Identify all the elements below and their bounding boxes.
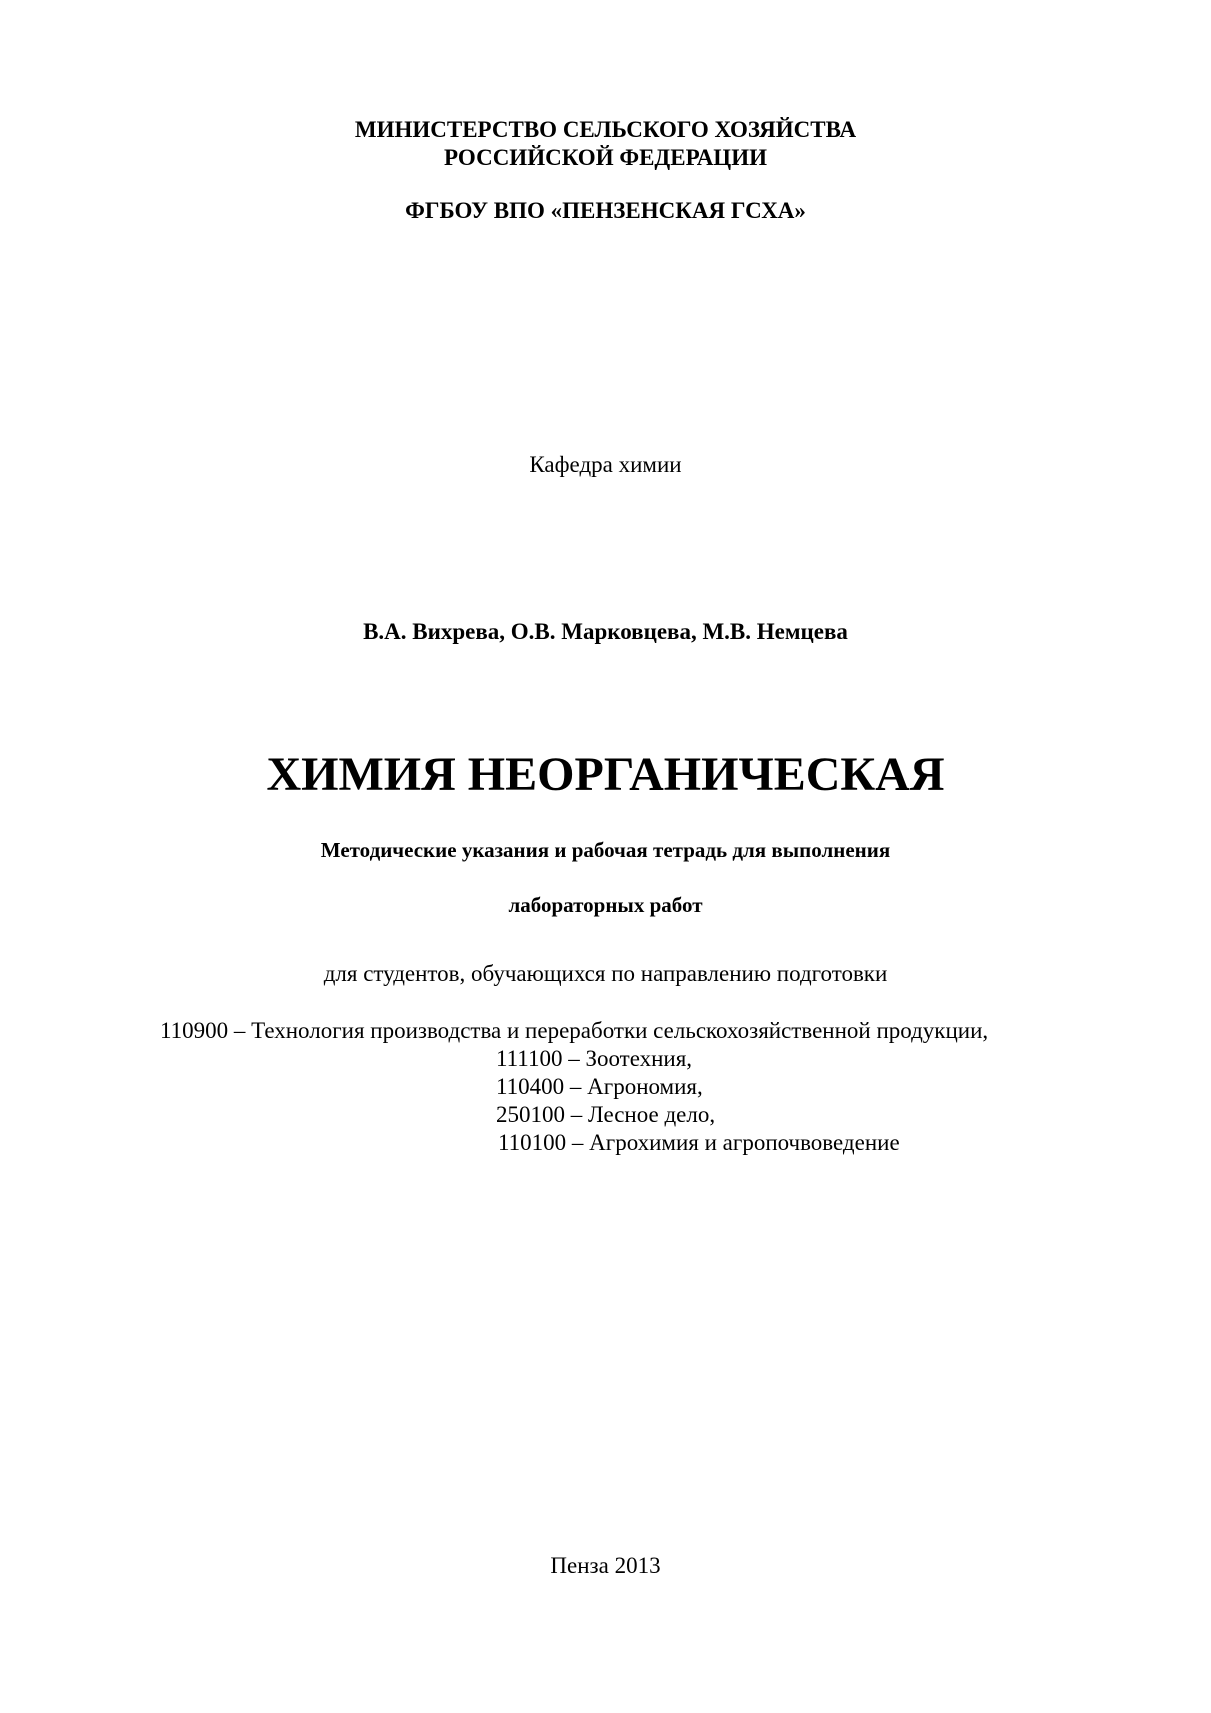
program-item: 250100 – Лесное дело, <box>496 1102 716 1127</box>
program-item: 110900 – Технология производства и переработки сельскохозяйственной продукции, <box>160 1018 989 1043</box>
document-title: ХИМИЯ НЕОРГАНИЧЕСКАЯ <box>266 748 945 801</box>
subtitle-line-1: Методические указания и рабочая тетрадь для выполнения <box>320 838 891 862</box>
program-item: 110100 – Агрохимия и агропочвоведение <box>498 1130 900 1155</box>
authors: В.А. Вихрева, О.В. Марковцева, М.В. Немцева <box>363 619 848 644</box>
institution-name: ФГБОУ ВПО «ПЕНЗЕНСКАЯ ГСХА» <box>405 198 806 223</box>
subtitle-line-2: лабораторных работ <box>508 893 703 917</box>
program-item: 110400 – Агрономия, <box>496 1074 703 1099</box>
ministry-line-2: РОССИЙСКОЙ ФЕДЕРАЦИИ <box>444 145 767 170</box>
program-item: 111100 – Зоотехния, <box>496 1046 693 1071</box>
audience-statement: для студентов, обучающихся по направлению подготовки <box>323 961 888 986</box>
place-and-year: Пенза 2013 <box>550 1553 661 1578</box>
ministry-line-1: МИНИСТЕРСТВО СЕЛЬСКОГО ХОЗЯЙСТВА <box>354 117 857 142</box>
department-name: Кафедра химии <box>529 452 682 477</box>
